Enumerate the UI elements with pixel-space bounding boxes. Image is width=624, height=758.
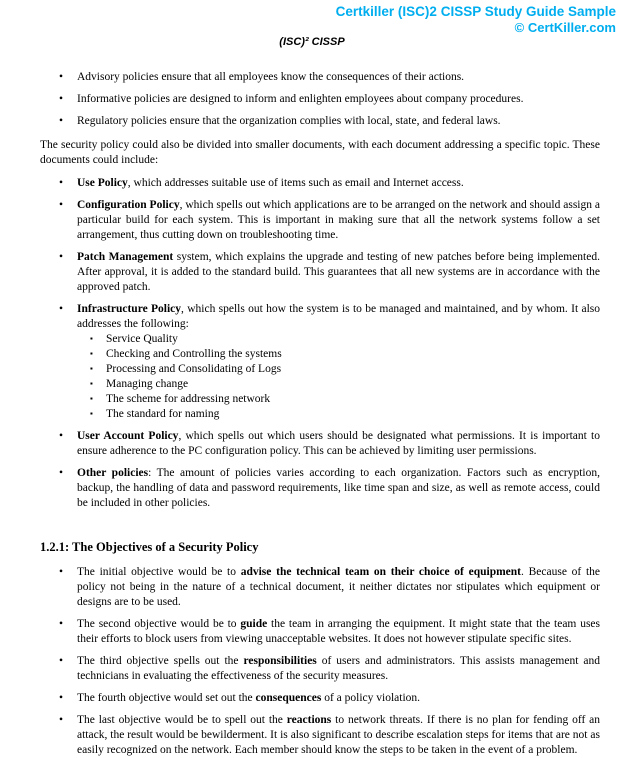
section-heading: 1.2.1: The Objectives of a Security Policy xyxy=(40,540,259,554)
list-item xyxy=(57,565,600,610)
policy-description: , which spells out which users should be designated what permissions. It is important to ensure adherence to the PC configuration policy. This can be achieved by limiting user permissions. xyxy=(77,430,600,457)
list-item xyxy=(57,713,600,758)
page-header xyxy=(0,0,624,49)
objective-emphasis: consequences xyxy=(255,692,322,704)
policy-name: Use Policy xyxy=(77,177,128,189)
objective-text: to network threats. If there is no plan for fending off an attack, the result would be bewilderment. It is also significant to describe escalation steps for items that are not as easily recognized on the network. Each member should know the steps to be taken in the event of a problem. xyxy=(77,714,600,756)
sub-list-item: ▪ Service Quality xyxy=(88,332,600,347)
policy-description: , which spells out how the system is to be managed and maintained, and by whom. It also addresses the following: xyxy=(77,303,600,330)
sub-list-item: ▪ Processing and Consolidating of Logs xyxy=(88,362,600,377)
objective-emphasis: responsibilities xyxy=(243,655,317,667)
objective-emphasis: guide xyxy=(240,618,268,630)
objective-text: of users and administrators. This assists management and technicians in evaluating the effectiveness of the security measures. xyxy=(77,655,600,682)
sub-list-item: ▪ The scheme for addressing network xyxy=(88,392,600,407)
copyright-line: © CertKiller.com xyxy=(514,20,616,35)
list-item xyxy=(57,617,600,647)
list-item xyxy=(57,691,600,706)
sub-list-item: ▪ Checking and Controlling the systems xyxy=(88,347,600,362)
objective-text: the team in arranging the equipment. It might state that the team uses their efforts to block users from viewing unacceptable websites. It does not however stipulate specific sites. xyxy=(77,618,600,645)
objective-text: of a policy violation. xyxy=(321,692,421,704)
objectives-list xyxy=(57,565,600,758)
policy-types-list xyxy=(57,70,600,129)
policy-name: Patch Management xyxy=(77,251,174,263)
list-item xyxy=(57,466,600,511)
list-item xyxy=(57,429,600,459)
policy-description: system, which explains the upgrade and testing of new patches before being implemented. After approval, it is added to the standard build. This guarantees that all new systems are in accordance with the approved patch. xyxy=(77,251,600,293)
sub-list-item: ▪ Managing change xyxy=(88,377,600,392)
objective-text: The third objective spells out the xyxy=(77,655,244,667)
list-item xyxy=(57,654,600,684)
policy-documents-list xyxy=(57,176,600,511)
policy-name: User Account Policy xyxy=(77,430,179,442)
document-body xyxy=(0,49,624,758)
policy-description: , which spells out which applications are to be arranged on the network and should assign a particular build for each system. This is important in making sure that all the network systems follow a set arrangement, thus cutting down on troubleshooting time. xyxy=(77,199,600,241)
policy-name: Configuration Policy xyxy=(77,199,180,211)
policy-name: Infrastructure Policy xyxy=(77,303,182,315)
policy-name: Other policies xyxy=(77,467,149,479)
objective-text: The fourth objective would set out the xyxy=(77,692,256,704)
list-item xyxy=(57,250,600,295)
list-item xyxy=(57,302,600,422)
intro-paragraph: The security policy could also be divided into smaller documents, with each document addressing a specific topic. These documents could include: xyxy=(40,139,600,166)
list-item: • Informative policies are designed to inform and enlighten employees about company procedures. xyxy=(57,92,600,107)
list-item xyxy=(57,198,600,243)
infrastructure-sub-list xyxy=(88,332,600,422)
objective-emphasis: advise the technical team on their choice of equipment xyxy=(240,566,522,578)
objective-text: The initial objective would be to xyxy=(77,566,241,578)
sub-list-item: ▪ The standard for naming xyxy=(88,407,600,422)
list-item xyxy=(57,176,600,191)
objective-text: The second objective would be to xyxy=(77,618,241,630)
policy-description: , which addresses suitable use of items such as email and Internet access. xyxy=(127,177,464,189)
list-item: • Advisory policies ensure that all employees know the consequences of their actions. xyxy=(57,70,600,85)
policy-description: : The amount of policies varies according to each organization. Factors such as encryption, backup, the handling of data and password requirements, like time span and size, as well as remote access, could be included in other policies. xyxy=(77,467,600,509)
objective-text: The last objective would be to spell out the xyxy=(77,714,287,726)
objective-emphasis: reactions xyxy=(286,714,332,726)
document-title: (ISC)² CISSP xyxy=(279,36,345,48)
objective-text: . Because of the policy not being in the nature of a technical document, it neither dictates nor stipulates which equipment or designs are to be used. xyxy=(77,566,600,608)
list-item: • Regulatory policies ensure that the organization complies with local, state, and federal laws. xyxy=(57,114,600,129)
brand-title: Certkiller (ISC)2 CISSP Study Guide Sample xyxy=(335,4,616,19)
